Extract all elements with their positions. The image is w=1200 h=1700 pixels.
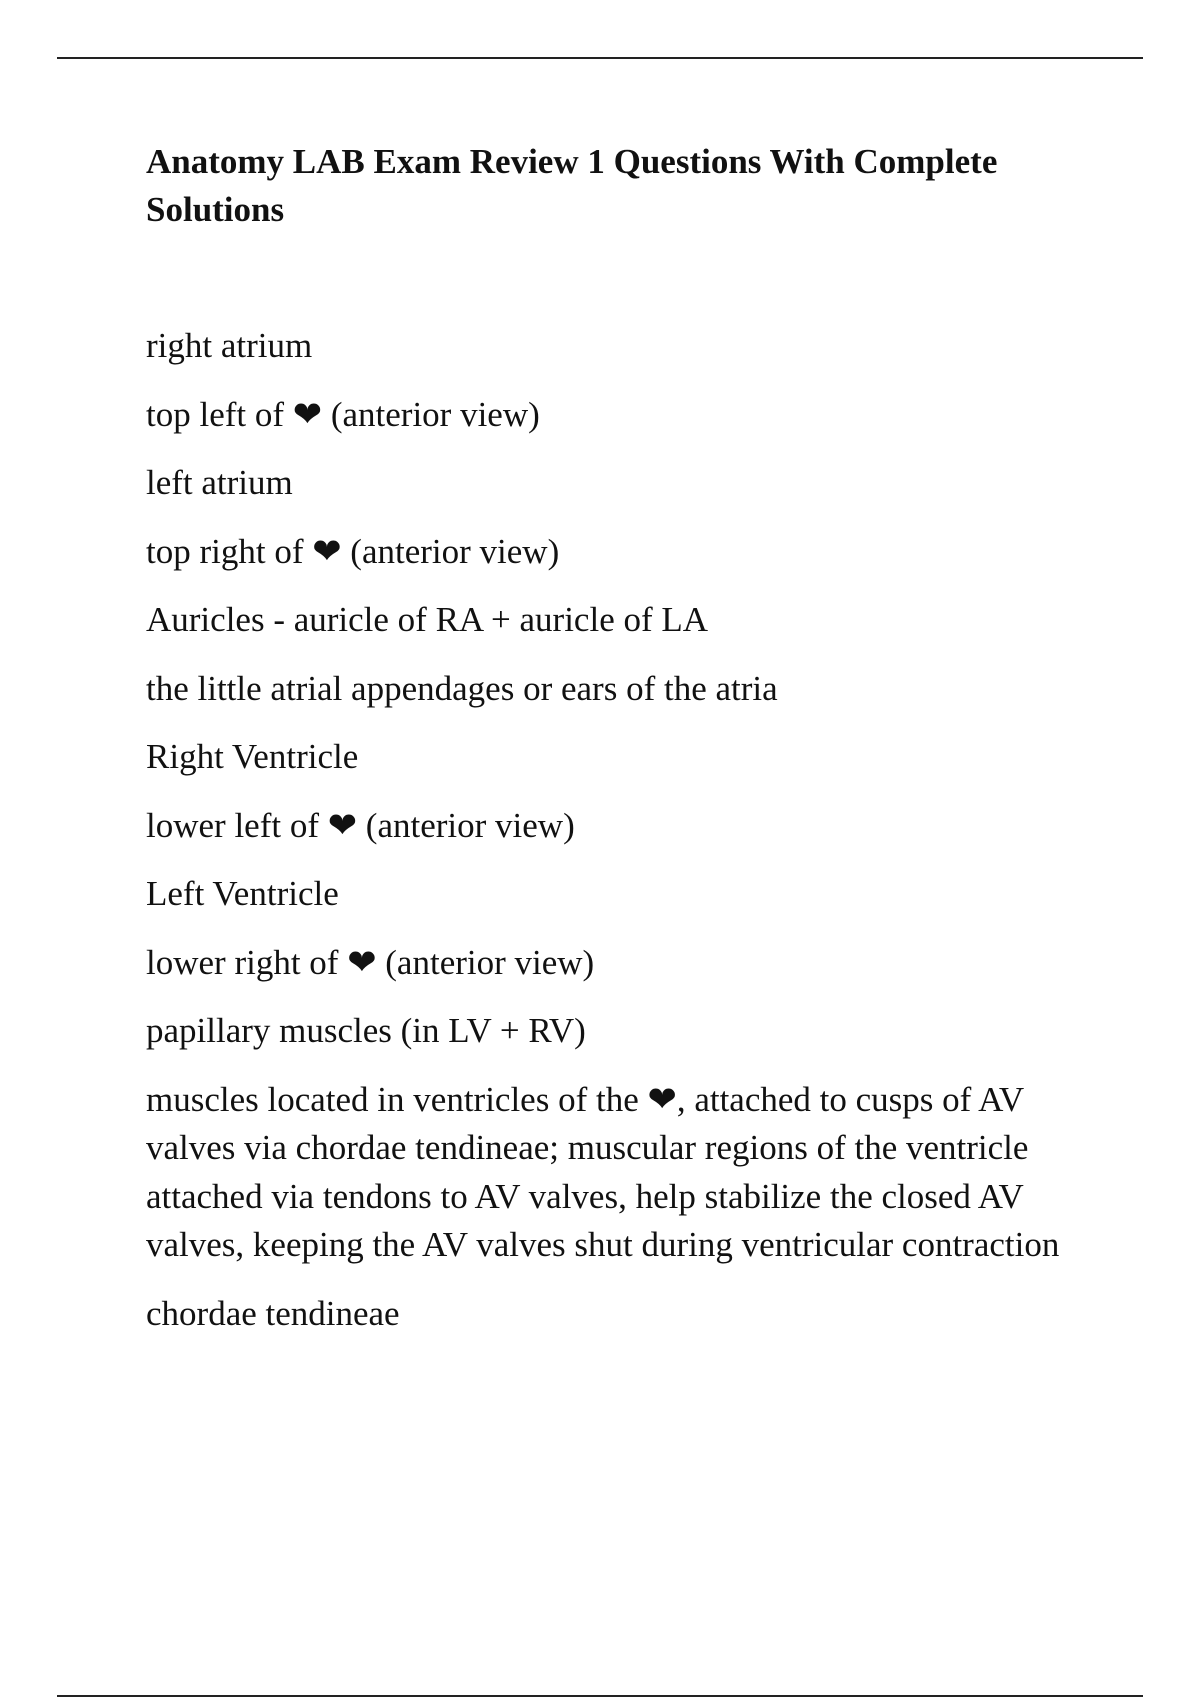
entry-term: chordae tendineae [146, 1293, 400, 1333]
entry-definition: lower right of ❤ (anterior view) [146, 942, 595, 982]
entry-term: Auricles - auricle of RA + auricle of LA [146, 600, 709, 639]
top-divider [57, 57, 1143, 59]
document-title: Anatomy LAB Exam Review 1 Questions With Complete Solutions [146, 142, 998, 229]
bottom-divider [57, 1695, 1143, 1697]
entry-list [146, 322, 1096, 1338]
entry-term: papillary muscles (in LV + RV) [146, 1011, 586, 1050]
entry-term: right atrium [146, 326, 313, 365]
entry-definition: the little atrial appendages or ears of the atria [146, 668, 778, 708]
entry-term: Right Ventricle [146, 737, 359, 776]
entry-term: left atrium [146, 463, 293, 502]
entry-definition: top right of ❤ (anterior view) [146, 531, 560, 571]
entry-definition: top left of ❤ (anterior view) [146, 394, 540, 434]
entry-term: Left Ventricle [146, 874, 339, 913]
entry-definition: muscles located in ventricles of the ❤, attached to cusps of AV valves via chordae tendineae; muscular regions of the ventricle attached via tendons to AV valves, help stabilize the closed AV valves, keeping the AV valves shut during ventricular contraction [146, 1079, 1060, 1264]
document-body [146, 138, 1096, 1358]
entry-definition: lower left of ❤ (anterior view) [146, 805, 575, 845]
